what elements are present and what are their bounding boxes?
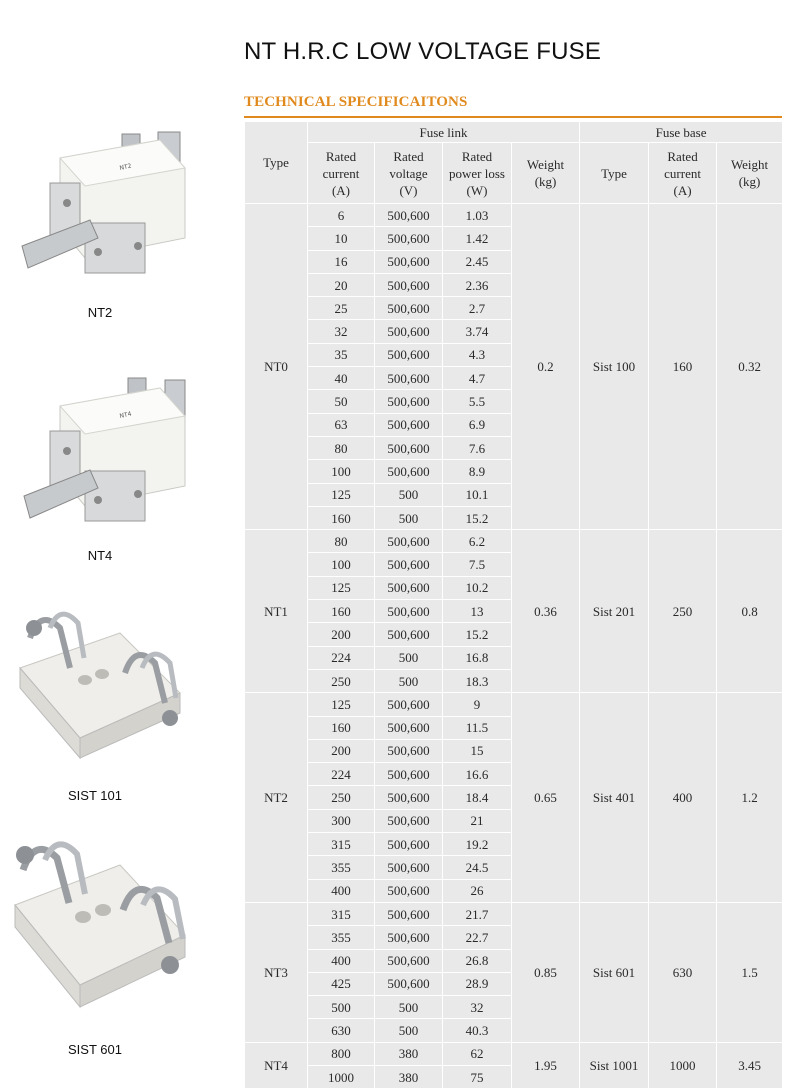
- power-loss-cell: 2.36: [443, 273, 512, 296]
- product-label-nt2: NT2: [87, 305, 113, 320]
- table-row: [245, 1042, 783, 1065]
- rated-current-cell: 63: [308, 413, 375, 436]
- rated-current-cell: 355: [308, 926, 375, 949]
- rated-voltage-cell: 500,600: [375, 297, 443, 320]
- base-weight-cell: 0.8: [717, 530, 783, 693]
- rated-current-cell: 300: [308, 809, 375, 832]
- section-divider: [244, 116, 782, 118]
- base-current-cell: 630: [649, 902, 717, 1042]
- sist101-fuse-base-image: [10, 598, 190, 768]
- rated-current-cell: 25: [308, 297, 375, 320]
- rated-voltage-cell: 500,600: [375, 972, 443, 995]
- rated-voltage-cell: 500,600: [375, 250, 443, 273]
- rated-voltage-cell: 500,600: [375, 809, 443, 832]
- rated-voltage-cell: 500: [375, 996, 443, 1019]
- base-weight-cell: 0.32: [717, 204, 783, 530]
- rated-current-cell: 35: [308, 343, 375, 366]
- power-loss-cell: 18.3: [443, 669, 512, 692]
- power-loss-cell: 8.9: [443, 460, 512, 483]
- rated-current-cell: 20: [308, 273, 375, 296]
- power-loss-cell: 10.2: [443, 576, 512, 599]
- power-loss-cell: 21.7: [443, 902, 512, 925]
- power-loss-cell: 2.45: [443, 250, 512, 273]
- power-loss-cell: 21: [443, 809, 512, 832]
- weight-cell: 0.2: [512, 204, 580, 530]
- rated-voltage-cell: 500,600: [375, 576, 443, 599]
- rated-current-cell: 400: [308, 949, 375, 972]
- power-loss-cell: 15.2: [443, 623, 512, 646]
- power-loss-cell: 4.7: [443, 367, 512, 390]
- rated-current-cell: 400: [308, 879, 375, 902]
- power-loss-cell: 1.03: [443, 204, 512, 227]
- rated-voltage-cell: 500,600: [375, 623, 443, 646]
- rated-voltage-cell: 500,600: [375, 949, 443, 972]
- rated-voltage-cell: 500,600: [375, 273, 443, 296]
- rated-current-cell: 100: [308, 460, 375, 483]
- header-rated-current: Rated current (A): [308, 143, 375, 204]
- base-current-cell: 1000: [649, 1042, 717, 1089]
- weight-cell: 0.85: [512, 902, 580, 1042]
- rated-current-cell: 100: [308, 553, 375, 576]
- rated-voltage-cell: 500,600: [375, 716, 443, 739]
- header-weight: Weight (kg): [512, 143, 580, 204]
- nt4-fuse-link-image: [20, 376, 200, 546]
- rated-current-cell: 16: [308, 250, 375, 273]
- power-loss-cell: 16.8: [443, 646, 512, 669]
- base-type-cell: Sist 201: [580, 530, 649, 693]
- power-loss-cell: 15.2: [443, 506, 512, 529]
- rated-current-cell: 250: [308, 786, 375, 809]
- base-current-cell: 400: [649, 693, 717, 903]
- rated-voltage-cell: 500,600: [375, 530, 443, 553]
- rated-current-cell: 80: [308, 436, 375, 459]
- rated-current-cell: 6: [308, 204, 375, 227]
- rated-voltage-cell: 500,600: [375, 786, 443, 809]
- header-base-rated-current: Rated current (A): [649, 143, 717, 204]
- rated-current-cell: 32: [308, 320, 375, 343]
- rated-current-cell: 200: [308, 623, 375, 646]
- rated-voltage-cell: 500,600: [375, 833, 443, 856]
- power-loss-cell: 10.1: [443, 483, 512, 506]
- power-loss-cell: 1.42: [443, 227, 512, 250]
- rated-voltage-cell: 500,600: [375, 436, 443, 459]
- rated-voltage-cell: 500,600: [375, 600, 443, 623]
- rated-voltage-cell: 500,600: [375, 879, 443, 902]
- sist601-fuse-base-image: [5, 825, 195, 1015]
- power-loss-cell: 4.3: [443, 343, 512, 366]
- base-current-cell: 160: [649, 204, 717, 530]
- rated-current-cell: 500: [308, 996, 375, 1019]
- power-loss-cell: 24.5: [443, 856, 512, 879]
- rated-voltage-cell: 500,600: [375, 693, 443, 716]
- power-loss-cell: 26.8: [443, 949, 512, 972]
- rated-voltage-cell: 500,600: [375, 227, 443, 250]
- power-loss-cell: 32: [443, 996, 512, 1019]
- rated-voltage-cell: 380: [375, 1065, 443, 1088]
- fuse-type-cell: NT2: [245, 693, 308, 903]
- base-weight-cell: 1.5: [717, 902, 783, 1042]
- rated-voltage-cell: 500,600: [375, 460, 443, 483]
- base-type-cell: Sist 1001: [580, 1042, 649, 1089]
- base-type-cell: Sist 401: [580, 693, 649, 903]
- rated-current-cell: 125: [308, 483, 375, 506]
- fuse-type-cell: NT0: [245, 204, 308, 530]
- power-loss-cell: 5.5: [443, 390, 512, 413]
- rated-voltage-cell: 500,600: [375, 926, 443, 949]
- power-loss-cell: 6.9: [443, 413, 512, 436]
- rated-current-cell: 425: [308, 972, 375, 995]
- fuse-type-cell: NT3: [245, 902, 308, 1042]
- header-base-type: Type: [580, 143, 649, 204]
- rated-current-cell: 224: [308, 763, 375, 786]
- power-loss-cell: 62: [443, 1042, 512, 1065]
- rated-current-cell: 80: [308, 530, 375, 553]
- rated-voltage-cell: 500,600: [375, 553, 443, 576]
- power-loss-cell: 26: [443, 879, 512, 902]
- section-title: TECHNICAL SPECIFICAITONS: [244, 94, 468, 110]
- base-type-cell: Sist 100: [580, 204, 649, 530]
- product-label-sist101: SIST 101: [68, 788, 122, 803]
- rated-current-cell: 10: [308, 227, 375, 250]
- table-row: [245, 693, 783, 716]
- rated-voltage-cell: 500,600: [375, 390, 443, 413]
- power-loss-cell: 3.74: [443, 320, 512, 343]
- rated-voltage-cell: 500,600: [375, 343, 443, 366]
- weight-cell: 0.65: [512, 693, 580, 903]
- product-label-nt4: NT4: [87, 548, 113, 563]
- power-loss-cell: 22.7: [443, 926, 512, 949]
- header-rated-power-loss: Rated power loss (W): [443, 143, 512, 204]
- rated-current-cell: 355: [308, 856, 375, 879]
- rated-voltage-cell: 500: [375, 483, 443, 506]
- rated-current-cell: 315: [308, 833, 375, 856]
- page-title: NT H.R.C LOW VOLTAGE FUSE: [244, 38, 602, 65]
- power-loss-cell: 9: [443, 693, 512, 716]
- power-loss-cell: 7.6: [443, 436, 512, 459]
- rated-current-cell: 315: [308, 902, 375, 925]
- power-loss-cell: 16.6: [443, 763, 512, 786]
- header-fuse-base: Fuse base: [580, 122, 783, 143]
- rated-voltage-cell: 500: [375, 669, 443, 692]
- power-loss-cell: 7.5: [443, 553, 512, 576]
- rated-current-cell: 630: [308, 1019, 375, 1042]
- rated-voltage-cell: 380: [375, 1042, 443, 1065]
- weight-cell: 0.36: [512, 530, 580, 693]
- rated-current-cell: 250: [308, 669, 375, 692]
- weight-cell: 1.95: [512, 1042, 580, 1089]
- rated-voltage-cell: 500: [375, 1019, 443, 1042]
- power-loss-cell: 75: [443, 1065, 512, 1088]
- power-loss-cell: 2.7: [443, 297, 512, 320]
- header-type: Type: [245, 122, 308, 204]
- spec-table: [244, 121, 783, 1089]
- rated-current-cell: 200: [308, 739, 375, 762]
- rated-current-cell: 800: [308, 1042, 375, 1065]
- rated-current-cell: 224: [308, 646, 375, 669]
- rated-current-cell: 40: [308, 367, 375, 390]
- rated-current-cell: 160: [308, 716, 375, 739]
- rated-voltage-cell: 500: [375, 646, 443, 669]
- rated-voltage-cell: 500,600: [375, 320, 443, 343]
- svg-text:NT4: NT4: [118, 410, 133, 420]
- power-loss-cell: 18.4: [443, 786, 512, 809]
- rated-voltage-cell: 500,600: [375, 413, 443, 436]
- rated-voltage-cell: 500,600: [375, 763, 443, 786]
- rated-current-cell: 160: [308, 600, 375, 623]
- rated-voltage-cell: 500,600: [375, 739, 443, 762]
- nt2-fuse-link-image: [20, 128, 200, 298]
- rated-voltage-cell: 500,600: [375, 204, 443, 227]
- rated-voltage-cell: 500,600: [375, 367, 443, 390]
- power-loss-cell: 13: [443, 600, 512, 623]
- power-loss-cell: 6.2: [443, 530, 512, 553]
- rated-voltage-cell: 500: [375, 506, 443, 529]
- base-weight-cell: 1.2: [717, 693, 783, 903]
- fuse-type-cell: NT1: [245, 530, 308, 693]
- svg-text:NT2: NT2: [118, 162, 133, 172]
- header-base-weight: Weight (kg): [717, 143, 783, 204]
- power-loss-cell: 40.3: [443, 1019, 512, 1042]
- spec-table-body: [245, 204, 783, 1089]
- table-row: [245, 530, 783, 553]
- header-rated-voltage: Rated voltage (V): [375, 143, 443, 204]
- base-type-cell: Sist 601: [580, 902, 649, 1042]
- rated-voltage-cell: 500,600: [375, 856, 443, 879]
- power-loss-cell: 15: [443, 739, 512, 762]
- table-row: [245, 902, 783, 925]
- power-loss-cell: 19.2: [443, 833, 512, 856]
- product-label-sist601: SIST 601: [68, 1042, 122, 1057]
- base-weight-cell: 3.45: [717, 1042, 783, 1089]
- header-fuse-link: Fuse link: [308, 122, 580, 143]
- rated-current-cell: 160: [308, 506, 375, 529]
- rated-current-cell: 125: [308, 693, 375, 716]
- rated-current-cell: 125: [308, 576, 375, 599]
- rated-voltage-cell: 500,600: [375, 902, 443, 925]
- table-row: [245, 204, 783, 227]
- rated-current-cell: 1000: [308, 1065, 375, 1088]
- fuse-type-cell: NT4: [245, 1042, 308, 1089]
- rated-current-cell: 50: [308, 390, 375, 413]
- base-current-cell: 250: [649, 530, 717, 693]
- power-loss-cell: 28.9: [443, 972, 512, 995]
- power-loss-cell: 11.5: [443, 716, 512, 739]
